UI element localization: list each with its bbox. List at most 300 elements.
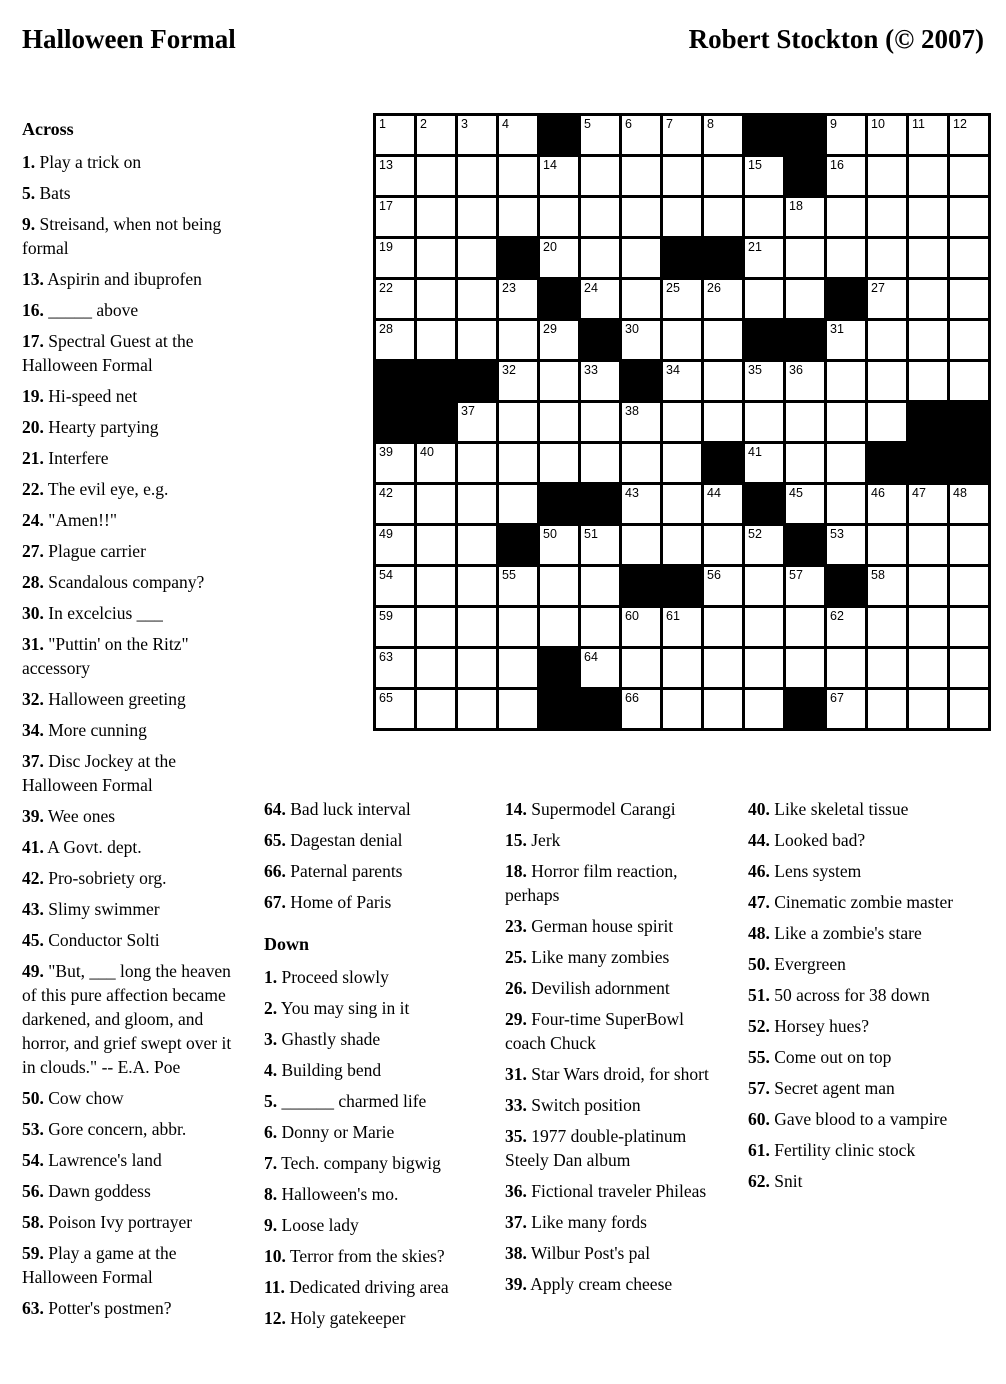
grid-cell-black — [540, 280, 578, 318]
grid-cell[interactable] — [950, 608, 988, 646]
grid-cell[interactable] — [376, 649, 414, 687]
grid-cell[interactable] — [499, 485, 537, 523]
clue: 8. Halloween's mo. — [264, 1184, 399, 1204]
grid-cell[interactable] — [499, 198, 537, 236]
clue-number: 27. — [22, 541, 44, 561]
grid-cell[interactable] — [458, 608, 496, 646]
grid-cell[interactable] — [827, 157, 865, 195]
grid-cell[interactable] — [704, 116, 742, 154]
grid-cell[interactable] — [950, 116, 988, 154]
grid-cell[interactable] — [499, 321, 537, 359]
grid-cell[interactable] — [499, 116, 537, 154]
grid-cell[interactable] — [376, 116, 414, 154]
cell-number: 14 — [543, 158, 557, 172]
grid-cell[interactable] — [417, 198, 455, 236]
grid-cell[interactable] — [827, 198, 865, 236]
clue: 25. Like many zombies — [505, 947, 670, 967]
grid-cell[interactable] — [745, 362, 783, 400]
grid-cell[interactable] — [950, 567, 988, 605]
clue: 51. 50 across for 38 down — [748, 985, 930, 1005]
cell-number: 55 — [502, 568, 516, 582]
grid-cell[interactable] — [909, 526, 947, 564]
grid-cell-black — [622, 362, 660, 400]
grid-cell-black — [786, 157, 824, 195]
grid-cell[interactable] — [663, 649, 701, 687]
grid-cell[interactable] — [581, 444, 619, 482]
grid-cell[interactable] — [540, 321, 578, 359]
clue: 38. Wilbur Post's pal — [505, 1243, 651, 1263]
cell-number: 46 — [871, 486, 885, 500]
grid-cell[interactable] — [499, 157, 537, 195]
grid-cell[interactable] — [581, 116, 619, 154]
grid-cell[interactable] — [622, 403, 660, 441]
grid-cell[interactable] — [868, 690, 906, 728]
grid-cell[interactable] — [868, 649, 906, 687]
grid-cell[interactable] — [581, 608, 619, 646]
grid-cell[interactable] — [745, 649, 783, 687]
grid-cell[interactable] — [704, 608, 742, 646]
grid-cell[interactable] — [499, 362, 537, 400]
grid-cell[interactable] — [458, 444, 496, 482]
grid-cell[interactable] — [704, 690, 742, 728]
grid-cell[interactable] — [417, 321, 455, 359]
grid-cell[interactable] — [786, 403, 824, 441]
grid-cell[interactable] — [950, 649, 988, 687]
cell-number: 60 — [625, 609, 639, 623]
grid-cell[interactable] — [622, 690, 660, 728]
cell-number: 63 — [379, 650, 393, 664]
grid-cell[interactable] — [827, 403, 865, 441]
grid-cell[interactable] — [909, 567, 947, 605]
clue-number: 17. — [22, 331, 44, 351]
grid-cell[interactable] — [950, 362, 988, 400]
cell-number: 16 — [830, 158, 844, 172]
grid-cell[interactable] — [704, 362, 742, 400]
clue: 29. Four-time SuperBowl coach Chuck — [505, 1009, 685, 1053]
grid-cell[interactable] — [499, 608, 537, 646]
grid-cell[interactable] — [376, 526, 414, 564]
grid-cell[interactable] — [745, 198, 783, 236]
grid-cell[interactable] — [663, 526, 701, 564]
clue: 17. Spectral Guest at the Halloween Formal — [22, 331, 194, 375]
grid-cell[interactable] — [417, 608, 455, 646]
clue: 27. Plague carrier — [22, 541, 146, 561]
grid-cell[interactable] — [909, 485, 947, 523]
grid-cell[interactable] — [827, 485, 865, 523]
clue-number: 54. — [22, 1150, 44, 1170]
cell-number: 38 — [625, 404, 639, 418]
grid-cell[interactable] — [950, 485, 988, 523]
clue: 10. Terror from the skies? — [264, 1246, 445, 1266]
cell-number: 5 — [584, 117, 591, 131]
grid-cell[interactable] — [458, 403, 496, 441]
grid-cell[interactable] — [417, 567, 455, 605]
grid-cell[interactable] — [868, 362, 906, 400]
grid-cell[interactable] — [950, 690, 988, 728]
grid-cell[interactable] — [622, 649, 660, 687]
cell-number: 67 — [830, 691, 844, 705]
grid-cell[interactable] — [458, 239, 496, 277]
clue: 56. Dawn goddess — [22, 1181, 151, 1201]
grid-cell-black — [417, 362, 455, 400]
clue: 7. Tech. company bigwig — [264, 1153, 441, 1173]
grid-cell[interactable] — [540, 403, 578, 441]
grid-cell[interactable] — [458, 280, 496, 318]
grid-cell[interactable] — [950, 526, 988, 564]
clue-column-4 — [748, 797, 972, 1200]
grid-cell[interactable] — [868, 526, 906, 564]
grid-cell[interactable] — [909, 649, 947, 687]
grid-cell[interactable] — [417, 157, 455, 195]
grid-cell[interactable] — [786, 649, 824, 687]
clue-number: 31. — [22, 634, 44, 654]
clue: 2. You may sing in it — [264, 998, 410, 1018]
grid-cell[interactable] — [581, 649, 619, 687]
clue-number: 12. — [264, 1308, 286, 1328]
grid-cell[interactable] — [376, 280, 414, 318]
clue: 31. "Puttin' on the Ritz" accessory — [22, 634, 189, 678]
grid-cell[interactable] — [376, 485, 414, 523]
clue: 19. Hi-speed net — [22, 386, 138, 406]
clue-number: 53. — [22, 1119, 44, 1139]
grid-cell[interactable] — [909, 157, 947, 195]
grid-cell[interactable] — [663, 608, 701, 646]
grid-cell[interactable] — [622, 157, 660, 195]
grid-cell-black — [581, 485, 619, 523]
clue-number: 65. — [264, 830, 286, 850]
grid-cell[interactable] — [745, 690, 783, 728]
cell-number: 6 — [625, 117, 632, 131]
clue-number: 61. — [748, 1140, 770, 1160]
grid-cell[interactable] — [704, 198, 742, 236]
clue-number: 21. — [22, 448, 44, 468]
clue-number: 58. — [22, 1212, 44, 1232]
grid-cell[interactable] — [909, 198, 947, 236]
grid-cell[interactable] — [868, 198, 906, 236]
grid-cell[interactable] — [581, 526, 619, 564]
grid-cell[interactable] — [909, 116, 947, 154]
grid-cell-black — [704, 444, 742, 482]
grid-cell[interactable] — [376, 239, 414, 277]
cell-number: 7 — [666, 117, 673, 131]
grid-cell-black — [786, 526, 824, 564]
grid-cell[interactable] — [827, 608, 865, 646]
grid-cell[interactable] — [458, 321, 496, 359]
grid-cell[interactable] — [376, 198, 414, 236]
grid-cell[interactable] — [663, 403, 701, 441]
clue-number: 20. — [22, 417, 44, 437]
grid-cell[interactable] — [663, 280, 701, 318]
cell-number: 22 — [379, 281, 393, 295]
grid-cell[interactable] — [540, 526, 578, 564]
grid-cell[interactable] — [786, 280, 824, 318]
grid-cell[interactable] — [909, 280, 947, 318]
grid-cell[interactable] — [622, 280, 660, 318]
grid-cell[interactable] — [540, 239, 578, 277]
grid-cell[interactable] — [376, 567, 414, 605]
cell-number: 10 — [871, 117, 885, 131]
grid-cell-black — [950, 444, 988, 482]
grid-cell[interactable] — [622, 116, 660, 154]
grid-cell[interactable] — [786, 198, 824, 236]
grid-cell[interactable] — [376, 321, 414, 359]
cell-number: 9 — [830, 117, 837, 131]
clue-number: 33. — [505, 1095, 527, 1115]
grid-cell[interactable] — [950, 280, 988, 318]
grid-cell[interactable] — [622, 321, 660, 359]
cell-number: 57 — [789, 568, 803, 582]
clue-number: 56. — [22, 1181, 44, 1201]
grid-cell[interactable] — [417, 526, 455, 564]
clue: 1. Proceed slowly — [264, 967, 389, 987]
grid-cell[interactable] — [827, 649, 865, 687]
grid-cell[interactable] — [704, 403, 742, 441]
clue-number: 8. — [264, 1184, 278, 1204]
grid-cell[interactable] — [663, 485, 701, 523]
grid-cell[interactable] — [458, 649, 496, 687]
grid-cell[interactable] — [376, 444, 414, 482]
grid-cell[interactable] — [499, 444, 537, 482]
grid-cell-black — [786, 321, 824, 359]
grid-cell[interactable] — [376, 690, 414, 728]
grid-cell[interactable] — [581, 567, 619, 605]
cell-number: 12 — [953, 117, 967, 131]
clue-number: 66. — [264, 861, 286, 881]
grid-cell-black — [950, 403, 988, 441]
clue-number: 49. — [22, 961, 44, 981]
grid-cell[interactable] — [827, 321, 865, 359]
grid-cell[interactable] — [417, 649, 455, 687]
clue-number: 32. — [22, 689, 44, 709]
clue: 9. Loose lady — [264, 1215, 359, 1235]
grid-cell[interactable] — [417, 485, 455, 523]
grid-cell[interactable] — [868, 485, 906, 523]
grid-cell[interactable] — [622, 608, 660, 646]
clue-number: 59. — [22, 1243, 44, 1263]
grid-cell[interactable] — [827, 116, 865, 154]
clue-number: 9. — [264, 1215, 278, 1235]
grid-cell[interactable] — [745, 444, 783, 482]
grid-cell[interactable] — [950, 239, 988, 277]
cell-number: 39 — [379, 445, 393, 459]
grid-cell[interactable] — [458, 526, 496, 564]
grid-cell[interactable] — [786, 485, 824, 523]
grid-cell[interactable] — [909, 608, 947, 646]
grid-cell[interactable] — [417, 690, 455, 728]
grid-cell[interactable] — [540, 362, 578, 400]
grid-cell[interactable] — [704, 157, 742, 195]
grid-cell[interactable] — [376, 608, 414, 646]
grid-cell[interactable] — [786, 444, 824, 482]
clue-number: 23. — [505, 916, 527, 936]
grid-cell[interactable] — [786, 567, 824, 605]
clue: 43. Slimy swimmer — [22, 899, 160, 919]
grid-cell[interactable] — [417, 116, 455, 154]
cell-number: 34 — [666, 363, 680, 377]
cell-number: 18 — [789, 199, 803, 213]
grid-cell[interactable] — [745, 526, 783, 564]
grid-cell-black — [745, 485, 783, 523]
clue: 47. Cinematic zombie master — [748, 892, 954, 912]
clue-number: 43. — [22, 899, 44, 919]
grid-cell[interactable] — [827, 444, 865, 482]
across-heading: Across — [22, 119, 74, 139]
grid-cell[interactable] — [499, 690, 537, 728]
clue: 42. Pro-sobriety org. — [22, 868, 167, 888]
clue: 55. Come out on top — [748, 1047, 892, 1067]
grid-cell[interactable] — [417, 280, 455, 318]
grid-cell[interactable] — [663, 362, 701, 400]
clue: 46. Lens system — [748, 861, 862, 881]
cell-number: 48 — [953, 486, 967, 500]
grid-cell[interactable] — [704, 526, 742, 564]
grid-cell[interactable] — [909, 321, 947, 359]
clue-number: 30. — [22, 603, 44, 623]
grid-cell[interactable] — [499, 649, 537, 687]
grid-cell[interactable] — [622, 444, 660, 482]
cell-number: 43 — [625, 486, 639, 500]
grid-cell[interactable] — [868, 157, 906, 195]
clue-number: 15. — [505, 830, 527, 850]
grid-cell[interactable] — [458, 116, 496, 154]
grid-cell[interactable] — [745, 239, 783, 277]
grid-cell[interactable] — [704, 485, 742, 523]
grid-cell[interactable] — [663, 198, 701, 236]
grid-cell[interactable] — [786, 239, 824, 277]
grid-cell-black — [540, 690, 578, 728]
clue: 4. Building bend — [264, 1060, 382, 1080]
cell-number: 3 — [461, 117, 468, 131]
grid-cell[interactable] — [622, 485, 660, 523]
grid-cell[interactable] — [663, 690, 701, 728]
grid-cell[interactable] — [745, 608, 783, 646]
grid-cell[interactable] — [458, 157, 496, 195]
grid-cell[interactable] — [540, 608, 578, 646]
grid-cell[interactable] — [909, 362, 947, 400]
grid-cell[interactable] — [622, 526, 660, 564]
clue-number: 5. — [264, 1091, 278, 1111]
grid-cell[interactable] — [950, 321, 988, 359]
clue-number: 51. — [748, 985, 770, 1005]
grid-cell[interactable] — [950, 157, 988, 195]
grid-cell-black — [458, 362, 496, 400]
grid-cell[interactable] — [704, 567, 742, 605]
clue: 66. Paternal parents — [264, 861, 403, 881]
grid-cell[interactable] — [704, 280, 742, 318]
grid-cell[interactable] — [868, 567, 906, 605]
grid-cell[interactable] — [581, 239, 619, 277]
grid-cell[interactable] — [868, 403, 906, 441]
grid-cell[interactable] — [540, 444, 578, 482]
grid-cell[interactable] — [827, 362, 865, 400]
clue: 45. Conductor Solti — [22, 930, 160, 950]
clue: 64. Bad luck interval — [264, 799, 411, 819]
grid-cell[interactable] — [745, 567, 783, 605]
grid-cell[interactable] — [827, 239, 865, 277]
grid-cell[interactable] — [745, 157, 783, 195]
grid-cell[interactable] — [745, 280, 783, 318]
grid-cell[interactable] — [458, 567, 496, 605]
grid-cell[interactable] — [745, 403, 783, 441]
clue-number: 50. — [22, 1088, 44, 1108]
clue-number: 2. — [264, 998, 278, 1018]
grid-cell[interactable] — [499, 567, 537, 605]
grid-cell[interactable] — [909, 239, 947, 277]
clue: 40. Like skeletal tissue — [748, 799, 909, 819]
grid-cell[interactable] — [663, 116, 701, 154]
grid-cell-black — [622, 567, 660, 605]
grid-cell-black — [663, 567, 701, 605]
grid-cell[interactable] — [786, 362, 824, 400]
clue-number: 55. — [748, 1047, 770, 1067]
grid-cell[interactable] — [827, 526, 865, 564]
grid-cell[interactable] — [581, 157, 619, 195]
grid-cell[interactable] — [499, 403, 537, 441]
clue: 3. Ghastly shade — [264, 1029, 381, 1049]
grid-cell[interactable] — [376, 157, 414, 195]
cell-number: 36 — [789, 363, 803, 377]
grid-cell[interactable] — [909, 690, 947, 728]
grid-cell[interactable] — [458, 485, 496, 523]
clue: 63. Potter's postmen? — [22, 1298, 172, 1318]
grid-cell[interactable] — [704, 321, 742, 359]
grid-cell[interactable] — [417, 239, 455, 277]
cell-number: 28 — [379, 322, 393, 336]
clue: 50. Evergreen — [748, 954, 846, 974]
clue: 28. Scandalous company? — [22, 572, 205, 592]
grid-cell[interactable] — [663, 157, 701, 195]
grid-cell[interactable] — [417, 444, 455, 482]
grid-cell[interactable] — [581, 280, 619, 318]
grid-cell[interactable] — [540, 567, 578, 605]
grid-cell[interactable] — [581, 198, 619, 236]
grid-cell[interactable] — [704, 649, 742, 687]
grid-cell[interactable] — [581, 362, 619, 400]
cell-number: 61 — [666, 609, 680, 623]
clue-column-3 — [505, 797, 727, 1303]
grid-cell[interactable] — [868, 280, 906, 318]
grid-cell[interactable] — [499, 280, 537, 318]
clue: 9. Streisand, when not being formal — [22, 214, 222, 258]
grid-cell[interactable] — [868, 321, 906, 359]
clue: 52. Horsey hues? — [748, 1016, 870, 1036]
cell-number: 2 — [420, 117, 427, 131]
grid-cell[interactable] — [622, 198, 660, 236]
grid-cell[interactable] — [868, 239, 906, 277]
grid-cell[interactable] — [786, 608, 824, 646]
grid-cell[interactable] — [868, 116, 906, 154]
cell-number: 24 — [584, 281, 598, 295]
crossword-grid — [373, 113, 991, 731]
grid-cell[interactable] — [950, 198, 988, 236]
cell-number: 30 — [625, 322, 639, 336]
cell-number: 35 — [748, 363, 762, 377]
grid-cell[interactable] — [827, 690, 865, 728]
grid-cell[interactable] — [458, 198, 496, 236]
clue-number: 3. — [264, 1029, 278, 1049]
clue-number: 52. — [748, 1016, 770, 1036]
cell-number: 11 — [912, 117, 925, 131]
grid-cell[interactable] — [540, 157, 578, 195]
grid-cell[interactable] — [581, 403, 619, 441]
grid-cell[interactable] — [540, 198, 578, 236]
grid-cell[interactable] — [663, 444, 701, 482]
clue: 32. Halloween greeting — [22, 689, 186, 709]
grid-cell[interactable] — [868, 608, 906, 646]
grid-cell[interactable] — [458, 690, 496, 728]
grid-cell[interactable] — [663, 321, 701, 359]
grid-cell[interactable] — [622, 239, 660, 277]
